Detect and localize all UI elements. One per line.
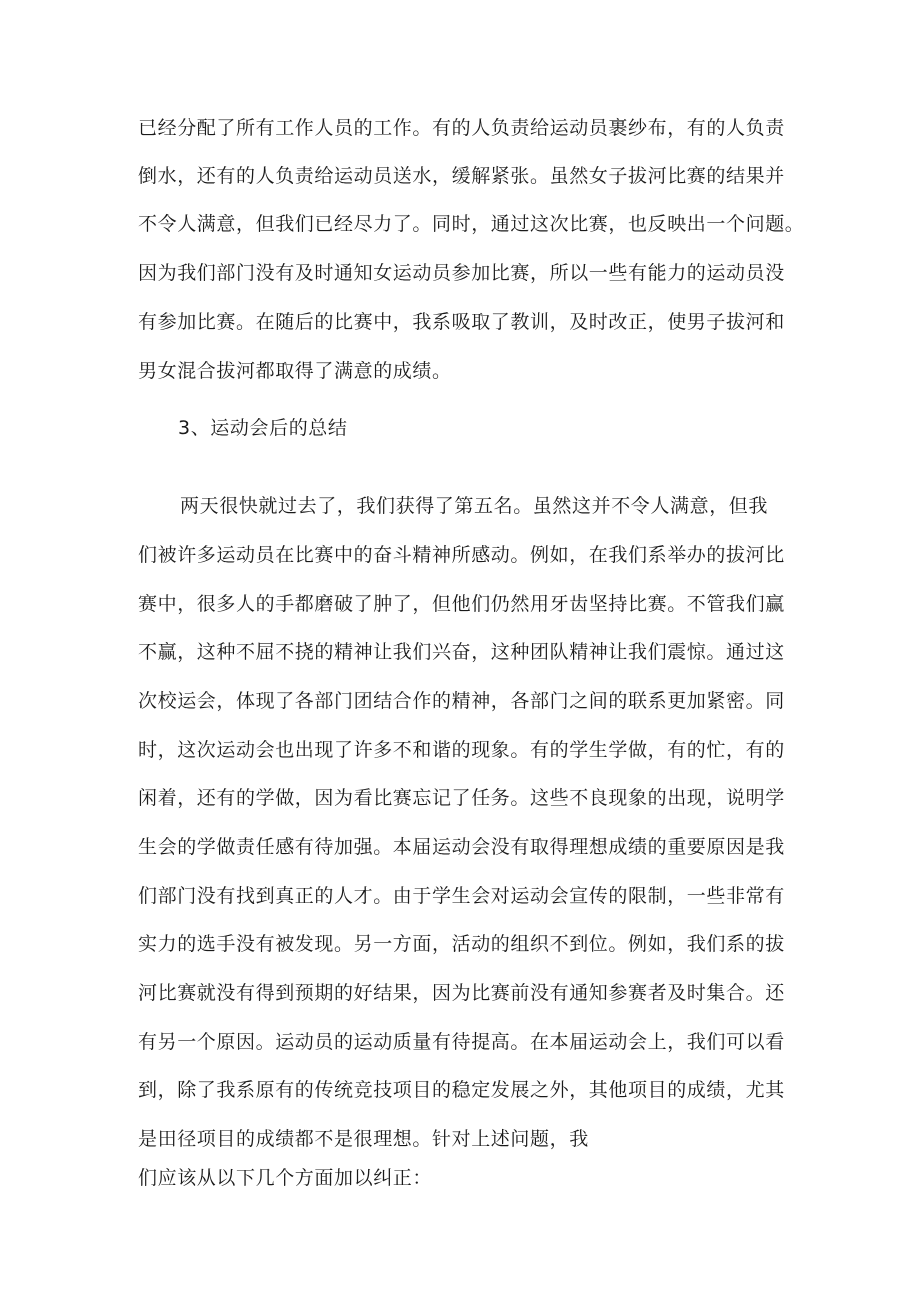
paragraph-2-line-5: 次校运会，体现了各部门团结合作的精神，各部门之间的联系更加紧密。同 (138, 690, 785, 712)
paragraph-2-line-1: 两天很快就过去了，我们获得了第五名。虽然这并不令人满意，但我 (180, 495, 769, 517)
paragraph-2-line-9: 们部门没有找到真正的人才。由于学生会对运动会宣传的限制，一些非常有 (138, 885, 785, 907)
paragraph-1-line-3: 不令人满意，但我们已经尽力了。同时，通过这次比赛，也反映出一个问题。 (138, 213, 805, 235)
paragraph-2-line-11: 河比赛就没有得到预期的好结果，因为比赛前没有通知参赛者及时集合。还 (138, 982, 785, 1004)
paragraph-1-line-4: 因为我们部门没有及时通知女运动员参加比赛，所以一些有能力的运动员没 (138, 262, 785, 284)
paragraph-2-line-6: 时，这次运动会也出现了许多不和谐的现象。有的学生学做，有的忙，有的 (138, 739, 785, 761)
paragraph-1-line-1: 已经分配了所有工作人员的工作。有的人负责给运动员裹纱布，有的人负责 (138, 117, 785, 139)
paragraph-1-line-2: 倒水，还有的人负责给运动员送水，缓解紧张。虽然女子拔河比赛的结果并 (138, 165, 785, 187)
paragraph-2-line-2: 们被许多运动员在比赛中的奋斗精神所感动。例如，在我们系举办的拔河比 (138, 544, 785, 566)
paragraph-2-line-14: 是田径项目的成绩都不是很理想。针对上述问题，我 (138, 1128, 589, 1150)
paragraph-2-line-8: 生会的学做责任感有待加强。本届运动会没有取得理想成绩的重要原因是我 (138, 836, 785, 858)
paragraph-2-line-12: 有另一个原因。运动员的运动质量有待提高。在本届运动会上，我们可以看 (138, 1031, 785, 1053)
paragraph-2-line-7: 闲着，还有的学做，因为看比赛忘记了任务。这些不良现象的出现，说明学 (138, 787, 785, 809)
paragraph-2-line-15: 们应该从以下几个方面加以纠正： (138, 1167, 433, 1189)
paragraph-2-line-3: 赛中，很多人的手都磨破了肿了，但他们仍然用牙齿坚持比赛。不管我们赢 (138, 593, 785, 615)
paragraph-2-line-10: 实力的选手没有被发现。另一方面，活动的组织不到位。例如，我们系的拔 (138, 933, 785, 955)
section-heading: 3、运动会后的总结 (178, 417, 348, 439)
paragraph-2-line-4: 不赢，这种不屈不挠的精神让我们兴奋，这种团队精神让我们震惊。通过这 (138, 641, 785, 663)
paragraph-1-line-6: 男女混合拔河都取得了满意的成绩。 (138, 360, 452, 382)
paragraph-1-line-5: 有参加比赛。在随后的比赛中，我系吸取了教训，及时改正，使男子拔河和 (138, 311, 785, 333)
paragraph-2-line-13: 到，除了我系原有的传统竞技项目的稳定发展之外，其他项目的成绩，尤其 (138, 1079, 785, 1101)
